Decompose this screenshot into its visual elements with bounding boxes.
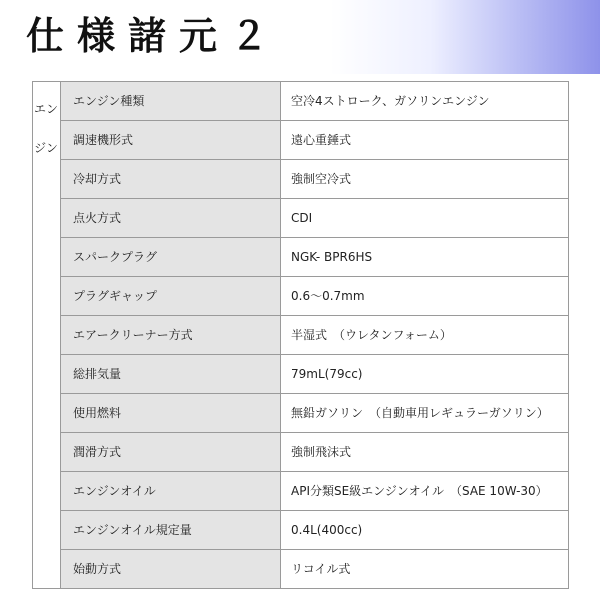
spec-label: 総排気量 xyxy=(61,355,281,394)
page-header xyxy=(0,0,600,74)
spec-value: 空冷4ストローク、ガソリンエンジン xyxy=(281,82,569,121)
spec-label: 始動方式 xyxy=(61,550,281,589)
section-label: エンジン xyxy=(33,102,58,155)
spec-label: エアークリーナー方式 xyxy=(61,316,281,355)
spec-table xyxy=(32,81,569,589)
table-row xyxy=(33,355,569,394)
spec-value: 79mL(79cc) xyxy=(281,355,569,394)
spec-label: 潤滑方式 xyxy=(61,433,281,472)
spec-value: 半湿式 （ウレタンフォーム） xyxy=(281,316,569,355)
spec-value: リコイル式 xyxy=(281,550,569,589)
spec-value: 0.4L(400cc) xyxy=(281,511,569,550)
table-row xyxy=(33,550,569,589)
spec-value: 0.6～0.7mm xyxy=(281,277,569,316)
spec-value: 強制飛沫式 xyxy=(281,433,569,472)
spec-value: 遠心重錘式 xyxy=(281,121,569,160)
spec-value: 無鉛ガソリン （自動車用レギュラーガソリン） xyxy=(281,394,569,433)
spec-value: NGK- BPR6HS xyxy=(281,238,569,277)
spec-value: 強制空冷式 xyxy=(281,160,569,199)
page-title: 仕様諸元２ xyxy=(26,14,282,58)
spec-label: 調速機形式 xyxy=(61,121,281,160)
table-row xyxy=(33,316,569,355)
table-row xyxy=(33,277,569,316)
spec-value: CDI xyxy=(281,199,569,238)
table-row xyxy=(33,160,569,199)
spec-label: 使用燃料 xyxy=(61,394,281,433)
spec-label: 冷却方式 xyxy=(61,160,281,199)
table-row xyxy=(33,82,569,121)
spec-label: プラグギャップ xyxy=(61,277,281,316)
spec-label: エンジンオイル xyxy=(61,472,281,511)
table-row xyxy=(33,394,569,433)
table-row xyxy=(33,199,569,238)
table-row xyxy=(33,472,569,511)
spec-label: エンジンオイル規定量 xyxy=(61,511,281,550)
table-row xyxy=(33,433,569,472)
spec-label: スパークプラグ xyxy=(61,238,281,277)
section-cell xyxy=(33,82,61,589)
spec-label: エンジン種類 xyxy=(61,82,281,121)
table-row xyxy=(33,511,569,550)
table-row xyxy=(33,238,569,277)
spec-label: 点火方式 xyxy=(61,199,281,238)
spec-value: API分類SE級エンジンオイル （SAE 10W-30） xyxy=(281,472,569,511)
table-row xyxy=(33,121,569,160)
